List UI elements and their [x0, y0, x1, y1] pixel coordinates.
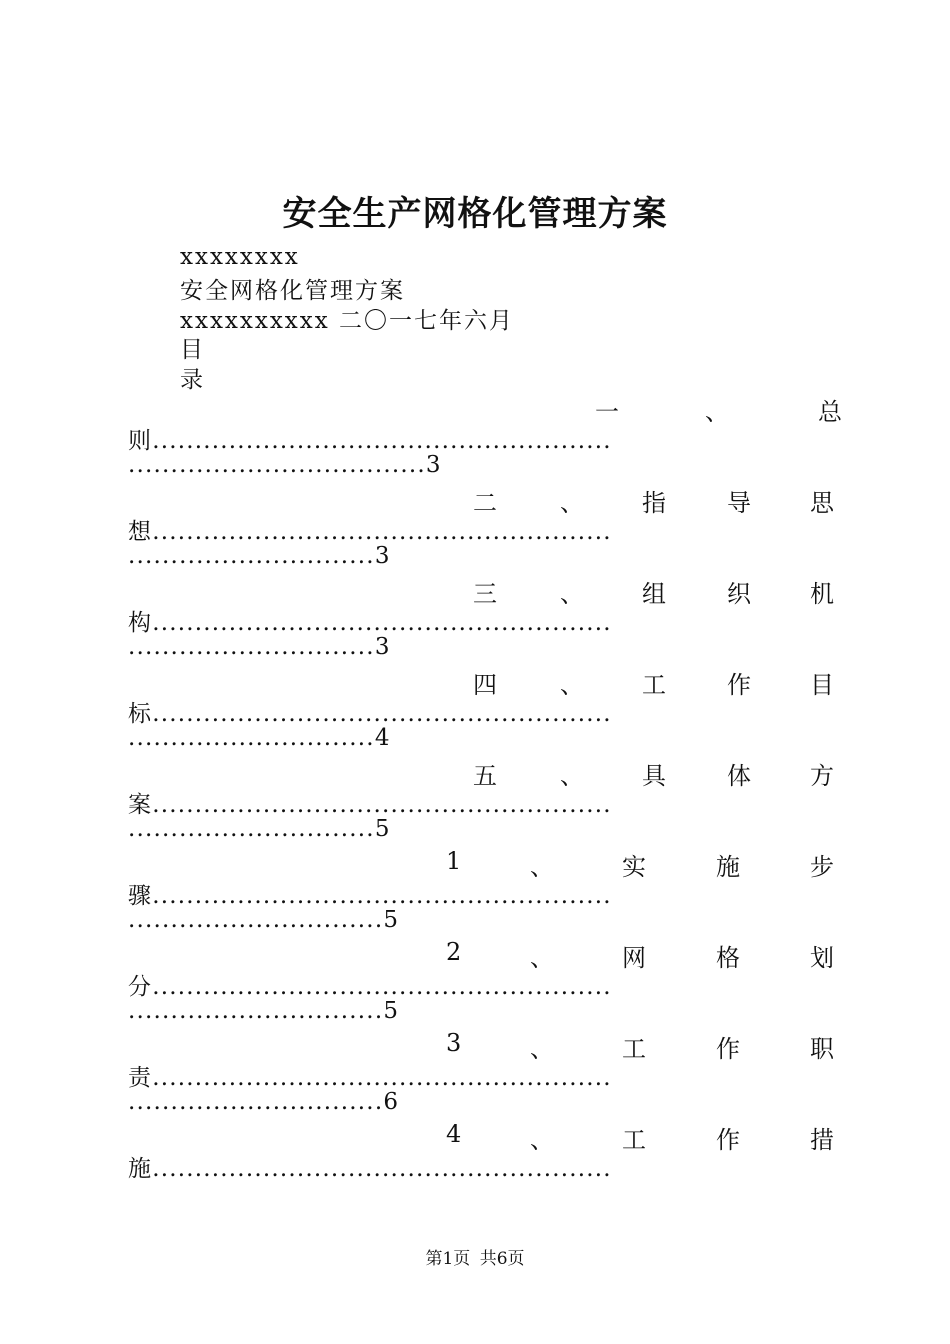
document-subtitle: 安全网格化管理方案: [180, 278, 405, 304]
toc-heading-char: 、: [560, 489, 584, 517]
toc-leader-line: 标......................................................: [128, 701, 612, 727]
toc-heading-char: 三: [473, 580, 497, 608]
toc-heading-char: 方: [810, 762, 834, 790]
toc-heading-char: 组: [642, 580, 666, 608]
document-title: 安全生产网格化管理方案: [282, 194, 668, 234]
toc-page-line: .............................3: [128, 543, 391, 569]
toc-heading-char: 一: [595, 398, 619, 426]
toc-heading-char: 1: [446, 847, 462, 875]
toc-heading-char: 划: [810, 944, 834, 972]
toc-heading-char: 、: [530, 1126, 554, 1154]
toc-leader-line: 骤......................................................: [128, 883, 612, 909]
toc-heading-char: 作: [727, 671, 751, 699]
toc-heading-char: 指: [642, 489, 666, 517]
toc-page-line: ..............................5: [128, 998, 400, 1024]
toc-heading-char: 工: [642, 671, 666, 699]
toc-heading-char: 、: [560, 671, 584, 699]
toc-heading-char: 总: [818, 398, 842, 426]
toc-heading-char: 3: [446, 1029, 462, 1057]
toc-heading-char: 、: [560, 580, 584, 608]
toc-heading-char: 机: [810, 580, 834, 608]
page-total: 共6页: [479, 1249, 525, 1269]
toc-heading-char: 目: [810, 671, 834, 699]
toc-heading-char: 作: [716, 1035, 740, 1063]
toc-heading-char: 职: [810, 1035, 834, 1063]
toc-heading-char: 织: [727, 580, 751, 608]
toc-heading-char: 、: [530, 944, 554, 972]
toc-page-line: ..............................6: [128, 1089, 400, 1115]
date-line: xxxxxxxxxx 二〇一七年六月: [180, 308, 515, 334]
toc-heading-char: 具: [642, 762, 666, 790]
toc-heading-char: 二: [473, 489, 497, 517]
toc-heading-char: 导: [727, 489, 751, 517]
toc-heading-char: 五: [473, 762, 497, 790]
toc-heading-char: 步: [810, 853, 834, 881]
toc-heading-char: 网: [622, 944, 646, 972]
toc-leader-line: 则......................................................: [128, 428, 612, 454]
toc-heading-char: 作: [716, 1126, 740, 1154]
toc-leader-line: 施......................................................: [128, 1156, 612, 1182]
toc-heading-char: 施: [716, 853, 740, 881]
toc-leader-line: 构......................................................: [128, 610, 612, 636]
toc-page-line: .............................4: [128, 725, 391, 751]
toc-label-mu: 目: [180, 337, 205, 363]
toc-leader-line: 想......................................................: [128, 519, 612, 545]
page-number: 第1页: [425, 1249, 471, 1269]
toc-heading-char: 、: [530, 853, 554, 881]
page-footer: [0, 1244, 950, 1269]
toc-label-lu: 录: [180, 367, 205, 393]
toc-leader-line: 责......................................................: [128, 1065, 612, 1091]
toc-heading-char: 格: [716, 944, 740, 972]
toc-heading-char: 4: [446, 1120, 462, 1148]
toc-heading-char: 思: [810, 489, 834, 517]
toc-heading-char: 四: [473, 671, 497, 699]
toc-heading-char: 实: [622, 853, 646, 881]
toc-heading-char: 、: [705, 398, 729, 426]
toc-page-line: .............................3: [128, 634, 391, 660]
toc-heading-char: 体: [727, 762, 751, 790]
org-placeholder: xxxxxxxx: [180, 244, 300, 270]
toc-heading-char: 工: [622, 1035, 646, 1063]
toc-heading-char: 工: [622, 1126, 646, 1154]
toc-heading-char: 、: [560, 762, 584, 790]
toc-heading-char: 措: [810, 1126, 834, 1154]
toc-page-line: ...................................3: [128, 452, 442, 478]
toc-page-line: .............................5: [128, 816, 391, 842]
toc-heading-char: 2: [446, 938, 462, 966]
toc-leader-line: 分......................................................: [128, 974, 612, 1000]
toc-leader-line: 案......................................................: [128, 792, 612, 818]
toc-page-line: ..............................5: [128, 907, 400, 933]
toc-heading-char: 、: [530, 1035, 554, 1063]
